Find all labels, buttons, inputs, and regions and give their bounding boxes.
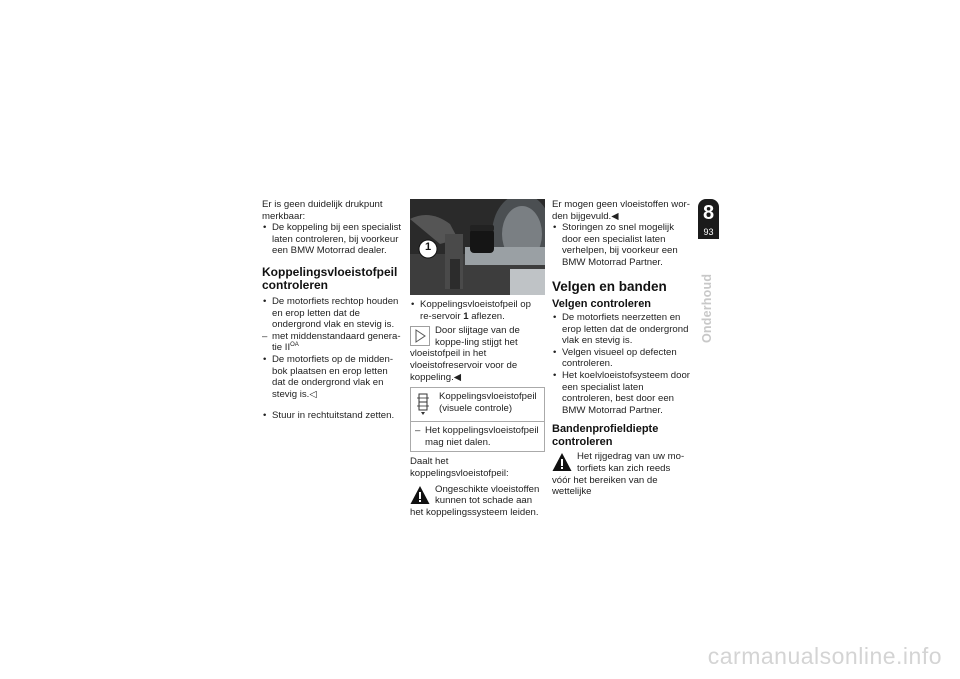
- chapter-title: Onderhoud: [700, 273, 714, 343]
- intro-text: Er is geen duidelijk drukpunt merkbaar:: [262, 199, 383, 222]
- list-item: • Velgen visueel op defecten controleren.: [552, 347, 690, 370]
- list-item-text-end: aflezen.: [471, 310, 505, 322]
- list-item: • De motorfiets rechtop houden en erop letten dat de ondergrond vlak en stevig is.: [262, 296, 402, 331]
- list-item-text: Koppelingsvloeistofpeil op re-servoir: [420, 299, 531, 322]
- end-marker: ◁: [309, 388, 317, 400]
- list-item: • De koppeling bij een specialist laten controleren, bij voorkeur een BMW Motorrad dealer.: [262, 222, 402, 257]
- end-marker: ◀: [453, 371, 462, 383]
- body-text: [552, 199, 690, 222]
- clutch-reservoir-photo: [410, 199, 545, 295]
- warning-text: Het rijgedrag van uw mo-torfiets kan zich reeds vóór het bereiken van de wettelijke: [552, 451, 685, 498]
- warning-icon: [552, 452, 572, 472]
- note-text: Door slijtage van de koppe-ling stijgt het vloeistofpeil in het vloeistofreservoir voor de koppeling.: [410, 325, 520, 383]
- list-item: [262, 354, 402, 400]
- dash-item-text: met middenstandaard genera-tie II: [272, 330, 401, 354]
- spec-box: [410, 387, 545, 452]
- list-item: • Stuur in rechtuitstand zetten.: [262, 410, 402, 422]
- chapter-number: 8: [702, 202, 715, 224]
- list-item: • De motorfiets neerzetten en erop letten dat de ondergrond vlak en stevig is.: [552, 312, 690, 347]
- warning-icon: [410, 485, 430, 505]
- list-item: • Het koelvloeistofsysteem door een specialist laten controleren, best door een BMW Motorrad Partner.: [552, 370, 690, 416]
- spec-title: Koppelingsvloeistofpeil (visuele controle): [439, 391, 537, 414]
- option-marker: OA: [290, 342, 299, 349]
- column-2: [410, 199, 545, 521]
- warning-note: [410, 484, 545, 519]
- list-item-text: De motorfiets op de midden-bok plaatsen en erop letten dat de ondergrond vlak en stevig is.: [272, 353, 394, 400]
- column-3: [552, 199, 690, 501]
- end-marker: ◀: [611, 210, 619, 222]
- warning-note: [552, 451, 690, 497]
- callout-label: 1: [424, 241, 432, 253]
- page-number: 93: [703, 227, 714, 237]
- spec-value: – Het koppelingsvloeistofpeil mag niet dalen.: [415, 425, 540, 448]
- reference-number: 1: [463, 310, 469, 322]
- info-note: [410, 325, 545, 383]
- warning-text: Ongeschikte vloeistoffen kunnen tot schade aan het koppelingssysteem leiden.: [410, 483, 540, 518]
- list-item: • Storingen zo snel mogelijk door een specialist laten verhelpen, bij voorkeur een BMW Motorrad Partner.: [552, 222, 690, 268]
- body-text: Daalt het koppelingsvloeistofpeil:: [410, 456, 509, 479]
- section-heading: Koppelingsvloeistofpeil controleren: [262, 264, 398, 293]
- list-item: [410, 299, 545, 322]
- subsection-heading: Bandenprofieldiepte controleren: [552, 423, 659, 448]
- subsection-heading: Velgen controleren: [552, 297, 652, 310]
- dash-item: [262, 331, 402, 354]
- fluid-level-icon: [417, 393, 429, 415]
- column-1: [262, 199, 402, 422]
- body-text-content: Er mogen geen vloeistoffen wor-den bijgevuld.: [552, 199, 690, 222]
- watermark: carmanualsonline.info: [707, 643, 942, 670]
- section-heading: Velgen en banden: [552, 278, 667, 294]
- note-triangle-icon: [410, 326, 430, 346]
